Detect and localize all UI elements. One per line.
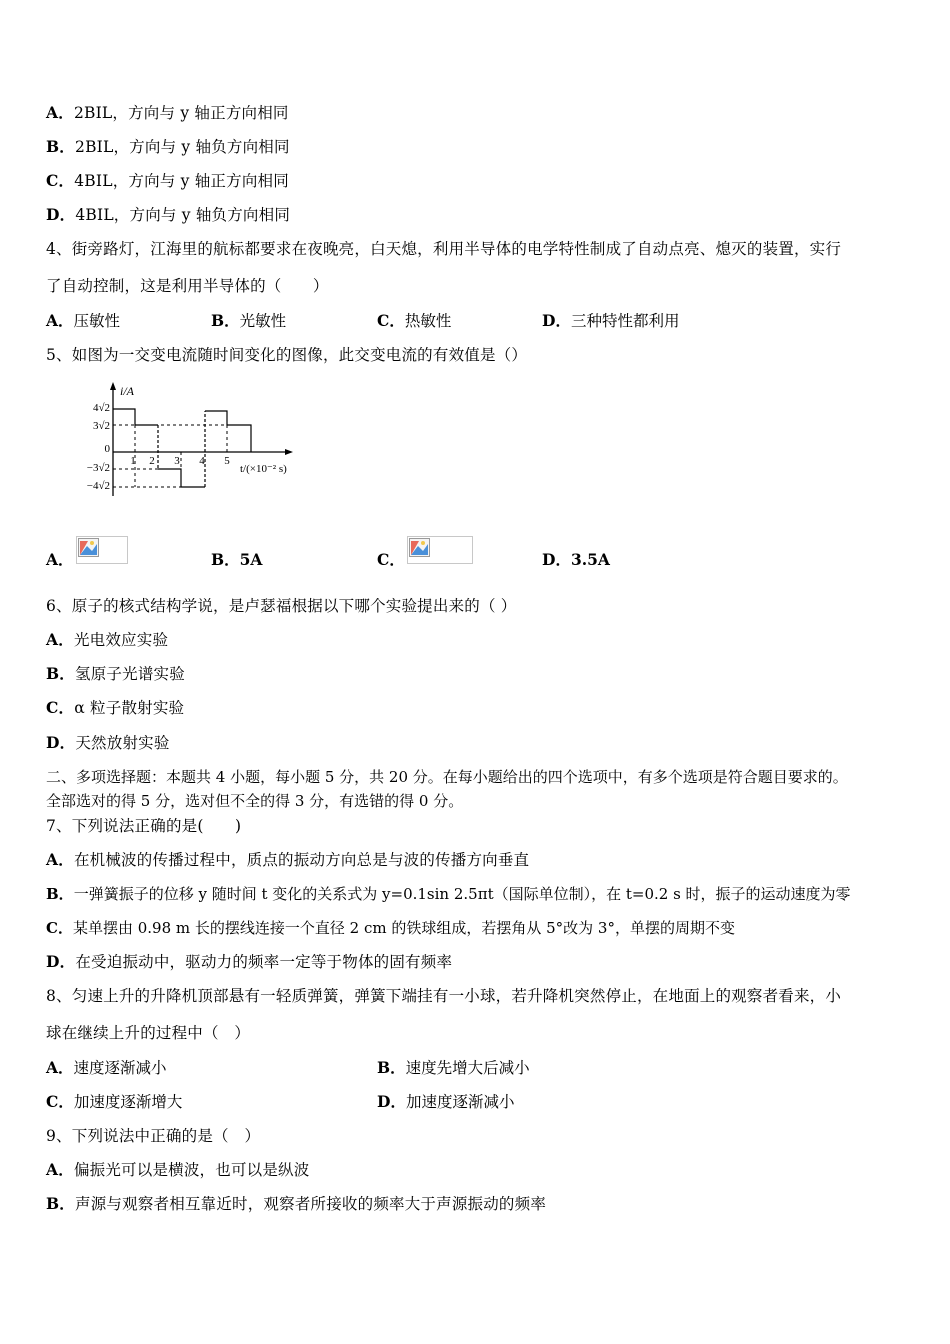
option-letter: C． — [46, 1092, 74, 1111]
q6-option-b — [46, 664, 185, 684]
option-letter: D． — [542, 550, 571, 569]
x-axis-label: t/(×10⁻² s) — [240, 463, 287, 475]
q5-option-a — [46, 542, 128, 570]
option-letter: C． — [46, 919, 73, 937]
q8-option-b — [377, 1058, 530, 1078]
option-text: 偏振光可以是横波，也可以是纵波 — [73, 1161, 310, 1179]
option-letter: B． — [46, 137, 76, 156]
y-tick: 3√2 — [92, 420, 110, 432]
q4-option-d — [542, 311, 679, 331]
broken-image-icon — [407, 536, 473, 564]
option-text: 热敏性 — [404, 312, 452, 330]
option-letter: A． — [46, 103, 74, 122]
option-text: 加速度逐渐减小 — [405, 1093, 515, 1111]
x-tick: 5 — [224, 455, 230, 467]
option-letter: C． — [46, 171, 75, 190]
option-letter: A． — [46, 550, 74, 569]
x-tick: 1 — [130, 455, 136, 467]
option-text: 在受迫振动中，驱动力的频率一定等于物体的固有频率 — [75, 953, 453, 971]
q5-options — [46, 530, 916, 569]
option-text: 加速度逐渐增大 — [73, 1093, 183, 1111]
q4-stem-line1: 4、街旁路灯，江海里的航标都要求在夜晚亮，白天熄，利用半导体的电学特性制成了自动点亮、熄灭的装置，实行 — [46, 240, 842, 258]
broken-image-icon — [76, 536, 128, 564]
q6-stem: 6、原子的核式结构学说，是卢瑟福根据以下哪个实验提出来的（ ） — [46, 597, 517, 615]
option-text: 速度逐渐减小 — [73, 1059, 167, 1077]
option-letter: A． — [46, 630, 74, 649]
q3-option-d — [46, 205, 290, 225]
q5-option-c — [377, 542, 473, 570]
waveform-positive-2 — [205, 411, 251, 452]
option-text: 天然放射实验 — [75, 734, 170, 752]
option-text: 4BIL，方向与 y 轴负方向相同 — [75, 206, 291, 224]
x-tick: 4 — [199, 455, 205, 467]
q3-option-c — [46, 171, 289, 191]
option-letter: C． — [46, 698, 75, 717]
ac-current-graph — [66, 382, 316, 500]
option-letter: B． — [211, 311, 240, 330]
x-tick: 3 — [174, 455, 180, 467]
q8-option-a — [46, 1058, 167, 1078]
q7-stem: 7、下列说法正确的是( ) — [46, 817, 242, 835]
option-letter: B． — [46, 885, 74, 903]
q9-option-b — [46, 1194, 546, 1214]
option-text: 光电效应实验 — [73, 631, 169, 649]
option-letter: D． — [542, 311, 571, 330]
option-letter: B． — [46, 664, 76, 683]
q9-stem: 9、下列说法中正确的是（ ） — [46, 1127, 261, 1145]
q7-option-c — [46, 918, 735, 938]
option-letter: A． — [46, 1058, 74, 1077]
option-letter: A． — [46, 311, 74, 330]
q7-option-a — [46, 850, 529, 870]
q4-option-a — [46, 311, 120, 331]
q4-stem-line2: 了自动控制，这是利用半导体的（ ） — [46, 277, 329, 295]
section2-instructions-line1: 二、多项选择题：本题共 4 小题，每小题 5 分，共 20 分。在每小题给出的四个选项中，有多个选项是符合题目要求的。 — [46, 768, 848, 786]
q6-option-d — [46, 733, 170, 753]
q7-option-b — [46, 884, 851, 904]
option-text: 压敏性 — [73, 312, 121, 330]
option-text: 声源与观察者相互靠近时，观察者所接收的频率大于声源振动的频率 — [75, 1195, 547, 1213]
q8-option-d — [377, 1092, 514, 1112]
option-text: α 粒子散射实验 — [74, 699, 185, 717]
y-axis-arrow — [110, 382, 116, 390]
waveform-positive-1 — [113, 409, 158, 425]
q3-option-a — [46, 103, 289, 123]
y-axis-label: i/A — [120, 384, 134, 398]
option-letter: B． — [46, 1194, 76, 1213]
q8-options-row2 — [46, 1092, 916, 1112]
option-letter: D． — [46, 952, 76, 971]
section2-instructions-line2: 全部选对的得 5 分，选对但不全的得 3 分，有选错的得 0 分。 — [46, 792, 464, 810]
y-tick: 4√2 — [92, 402, 110, 414]
option-text: 速度先增大后减小 — [405, 1059, 530, 1077]
option-text: 一弹簧振子的位移 y 随时间 t 变化的关系式为 y=0.1sin 2.5πt（国际单位制），在 t=0.2 s 时，振子的运动速度为零 — [73, 885, 851, 903]
q5-stem: 5、如图为一交变电流随时间变化的图像，此交变电流的有效值是（） — [46, 346, 528, 364]
option-text: 2BIL，方向与 y 轴正方向相同 — [73, 104, 289, 122]
option-letter: A． — [46, 850, 74, 869]
option-text: 4BIL，方向与 y 轴正方向相同 — [74, 172, 289, 190]
option-letter: D． — [46, 205, 76, 224]
option-text: 三种特性都利用 — [570, 312, 680, 330]
option-text: 5A — [239, 550, 263, 569]
option-text: 3.5A — [570, 550, 610, 569]
option-letter: D． — [46, 733, 76, 752]
q5-option-b — [211, 550, 262, 570]
option-letter: C． — [377, 311, 405, 330]
y-tick: 0 — [104, 443, 110, 455]
option-letter: B． — [377, 1058, 406, 1077]
q9-option-a — [46, 1160, 309, 1180]
y-tick: −3√2 — [86, 462, 110, 474]
q8-stem-line2: 球在继续上升的过程中（ ） — [46, 1024, 251, 1042]
q4-options — [46, 311, 916, 331]
x-axis-arrow — [285, 449, 293, 455]
option-text: 在机械波的传播过程中，质点的振动方向总是与波的传播方向垂直 — [73, 851, 530, 869]
q5-option-d — [542, 550, 610, 570]
q6-option-c — [46, 698, 184, 718]
option-letter: C． — [377, 550, 405, 569]
option-text: 2BIL，方向与 y 轴负方向相同 — [75, 138, 290, 156]
option-text: 某单摆由 0.98 m 长的摆线连接一个直径 2 cm 的铁球组成，若摆角从 5°改为 3°，单摆的周期不变 — [72, 919, 735, 937]
option-letter: D． — [377, 1092, 406, 1111]
option-text: 氢原子光谱实验 — [75, 665, 185, 683]
option-letter: A． — [46, 1160, 74, 1179]
q8-option-c — [46, 1092, 182, 1112]
q8-options-row1 — [46, 1058, 916, 1078]
q4-option-b — [211, 311, 286, 331]
y-tick: −4√2 — [86, 480, 110, 492]
option-letter: B． — [211, 550, 240, 569]
q6-option-a — [46, 630, 168, 650]
q3-option-b — [46, 137, 290, 157]
x-tick: 2 — [149, 455, 155, 467]
q7-option-d — [46, 952, 452, 972]
q4-option-c — [377, 311, 451, 331]
option-text: 光敏性 — [239, 312, 287, 330]
q8-stem-line1: 8、匀速上升的升降机顶部悬有一轻质弹簧，弹簧下端挂有一小球，若升降机突然停止，在地面上的观察者看来，小 — [46, 987, 842, 1005]
